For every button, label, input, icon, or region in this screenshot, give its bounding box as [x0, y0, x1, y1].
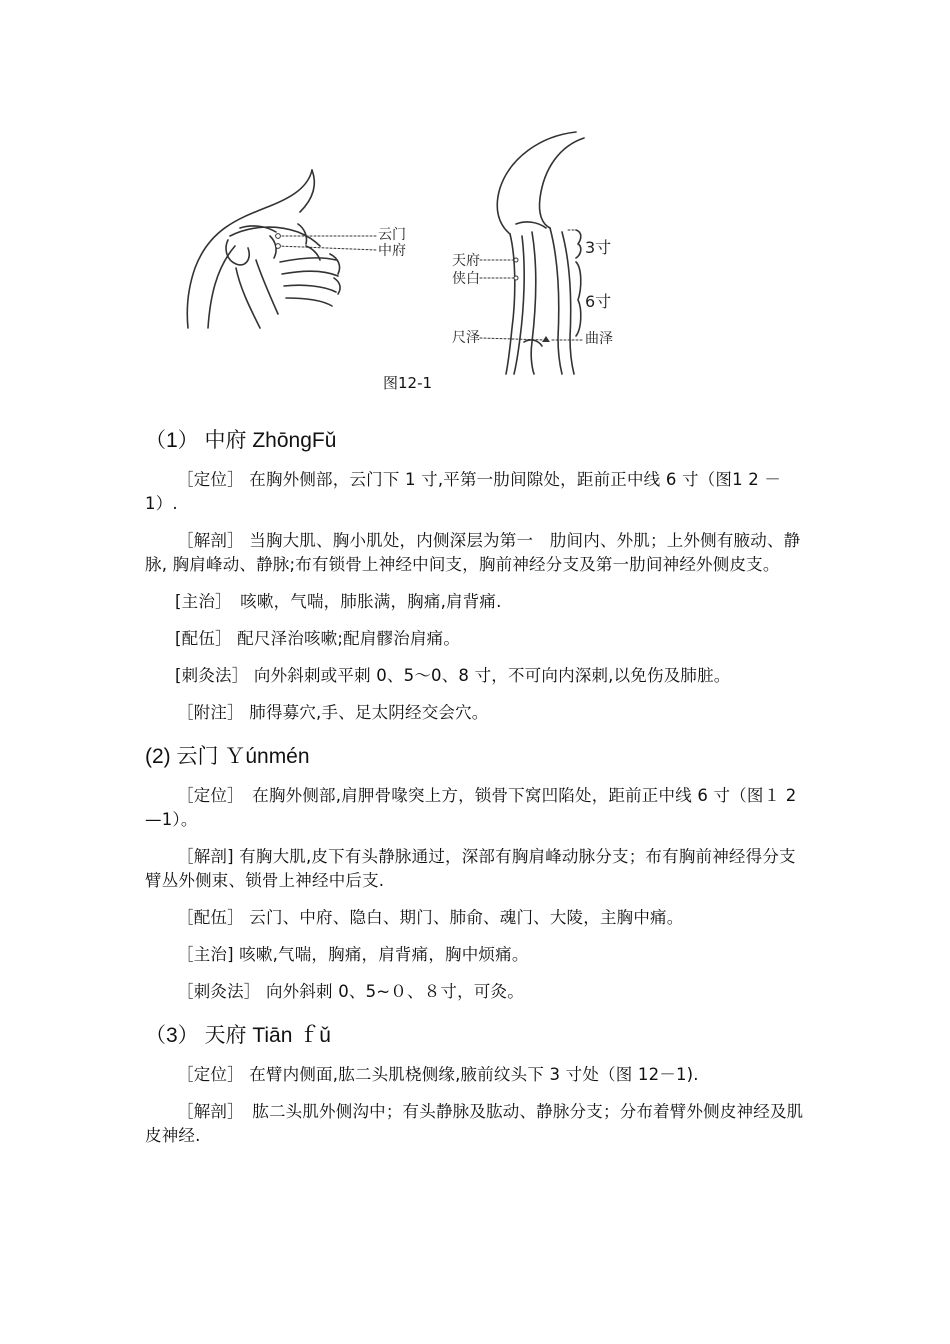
bracket-6cun	[576, 262, 581, 336]
para-needling: [刺灸法］ 向外斜刺或平刺 0、5～0、8 寸，不可向内深刺,以免伤及肺脏。	[175, 666, 731, 685]
para-combination: [配伍］ 配尺泽治咳嗽;配肩髎治肩痛。	[175, 629, 461, 648]
para-location: ［定位］ 在胸外侧部,肩胛骨喙突上方，锁骨下窝凹陷处，距前正中线 6 寸（图１ 2—1）。	[145, 786, 797, 829]
anatomy-illustration	[180, 128, 640, 378]
section-title-zhongfu: （1） 中府 ZhōngFǔ	[145, 429, 337, 452]
para-indication: ［主治] 咳嗽,气喘，胸痛，肩背痛，胸中烦痛。	[177, 945, 529, 964]
label-zhongfu: 中府	[378, 243, 406, 259]
label-3cun: 3寸	[585, 238, 612, 257]
section-title-tianfu: （3） 天府 Tiān ｆǔ	[145, 1024, 331, 1047]
label-tianfu: 天府	[452, 253, 480, 269]
label-6cun: 6寸	[585, 292, 612, 311]
para-needling: ［刺灸法］ 向外斜刺 0、5~０、８寸，可灸。	[177, 982, 524, 1001]
label-chize: 尺泽	[452, 330, 480, 346]
figure-12-1	[180, 128, 640, 378]
para-indication: [主治］ 咳嗽，气喘，肺胀满，胸痛,肩背痛.	[175, 592, 502, 611]
para-combination: ［配伍］ 云门、中府、隐白、期门、肺俞、魂门、大陵，主胸中痛。	[177, 908, 684, 927]
para-anatomy: ［解剖］ 肱二头肌外侧沟中；有头静脉及肱动、静脉分支；分布着臂外侧皮神经及肌皮神经.	[145, 1102, 804, 1145]
para-location: ［定位］ 在胸外侧部，云门下 1 寸,平第一肋间隙处，距前正中线 6 寸（图1 2 －1）.	[145, 470, 782, 513]
document-body	[145, 428, 810, 1161]
para-anatomy: ［解剖] 有胸大肌,皮下有头静脉通过，深部有胸肩峰动脉分支；布有胸前神经得分支臂丛外侧束、锁骨上神经中后支.	[145, 847, 796, 890]
bracket-3cun	[576, 230, 581, 258]
label-xiabai: 侠白	[452, 271, 480, 287]
arm-outline-outer	[497, 132, 576, 234]
shoulder-outline	[187, 170, 312, 328]
para-location: ［定位］ 在臂内侧面,肱二头肌桡侧缘,腋前纹头下 3 寸处（图 12－1).	[177, 1065, 699, 1084]
label-yunmen: 云门	[378, 227, 406, 243]
ribs	[280, 258, 336, 262]
para-note: ［附注］ 肺得募穴,手、足太阴经交会穴。	[177, 703, 489, 722]
figure-caption: 图12-1	[383, 374, 433, 392]
section-title-yunmen: (2) 云门 Ｙúnmén	[145, 745, 310, 768]
para-anatomy: ［解剖］ 当胸大肌、胸小肌处，内侧深层为第一 肋间内、外肌；上外侧有腋动、静脉, 胸肩峰动、静脉;布有锁骨上神经中间支，胸前神经分支及第一肋间神经外侧皮支。	[145, 531, 801, 574]
label-quze: 曲泽	[585, 331, 613, 347]
